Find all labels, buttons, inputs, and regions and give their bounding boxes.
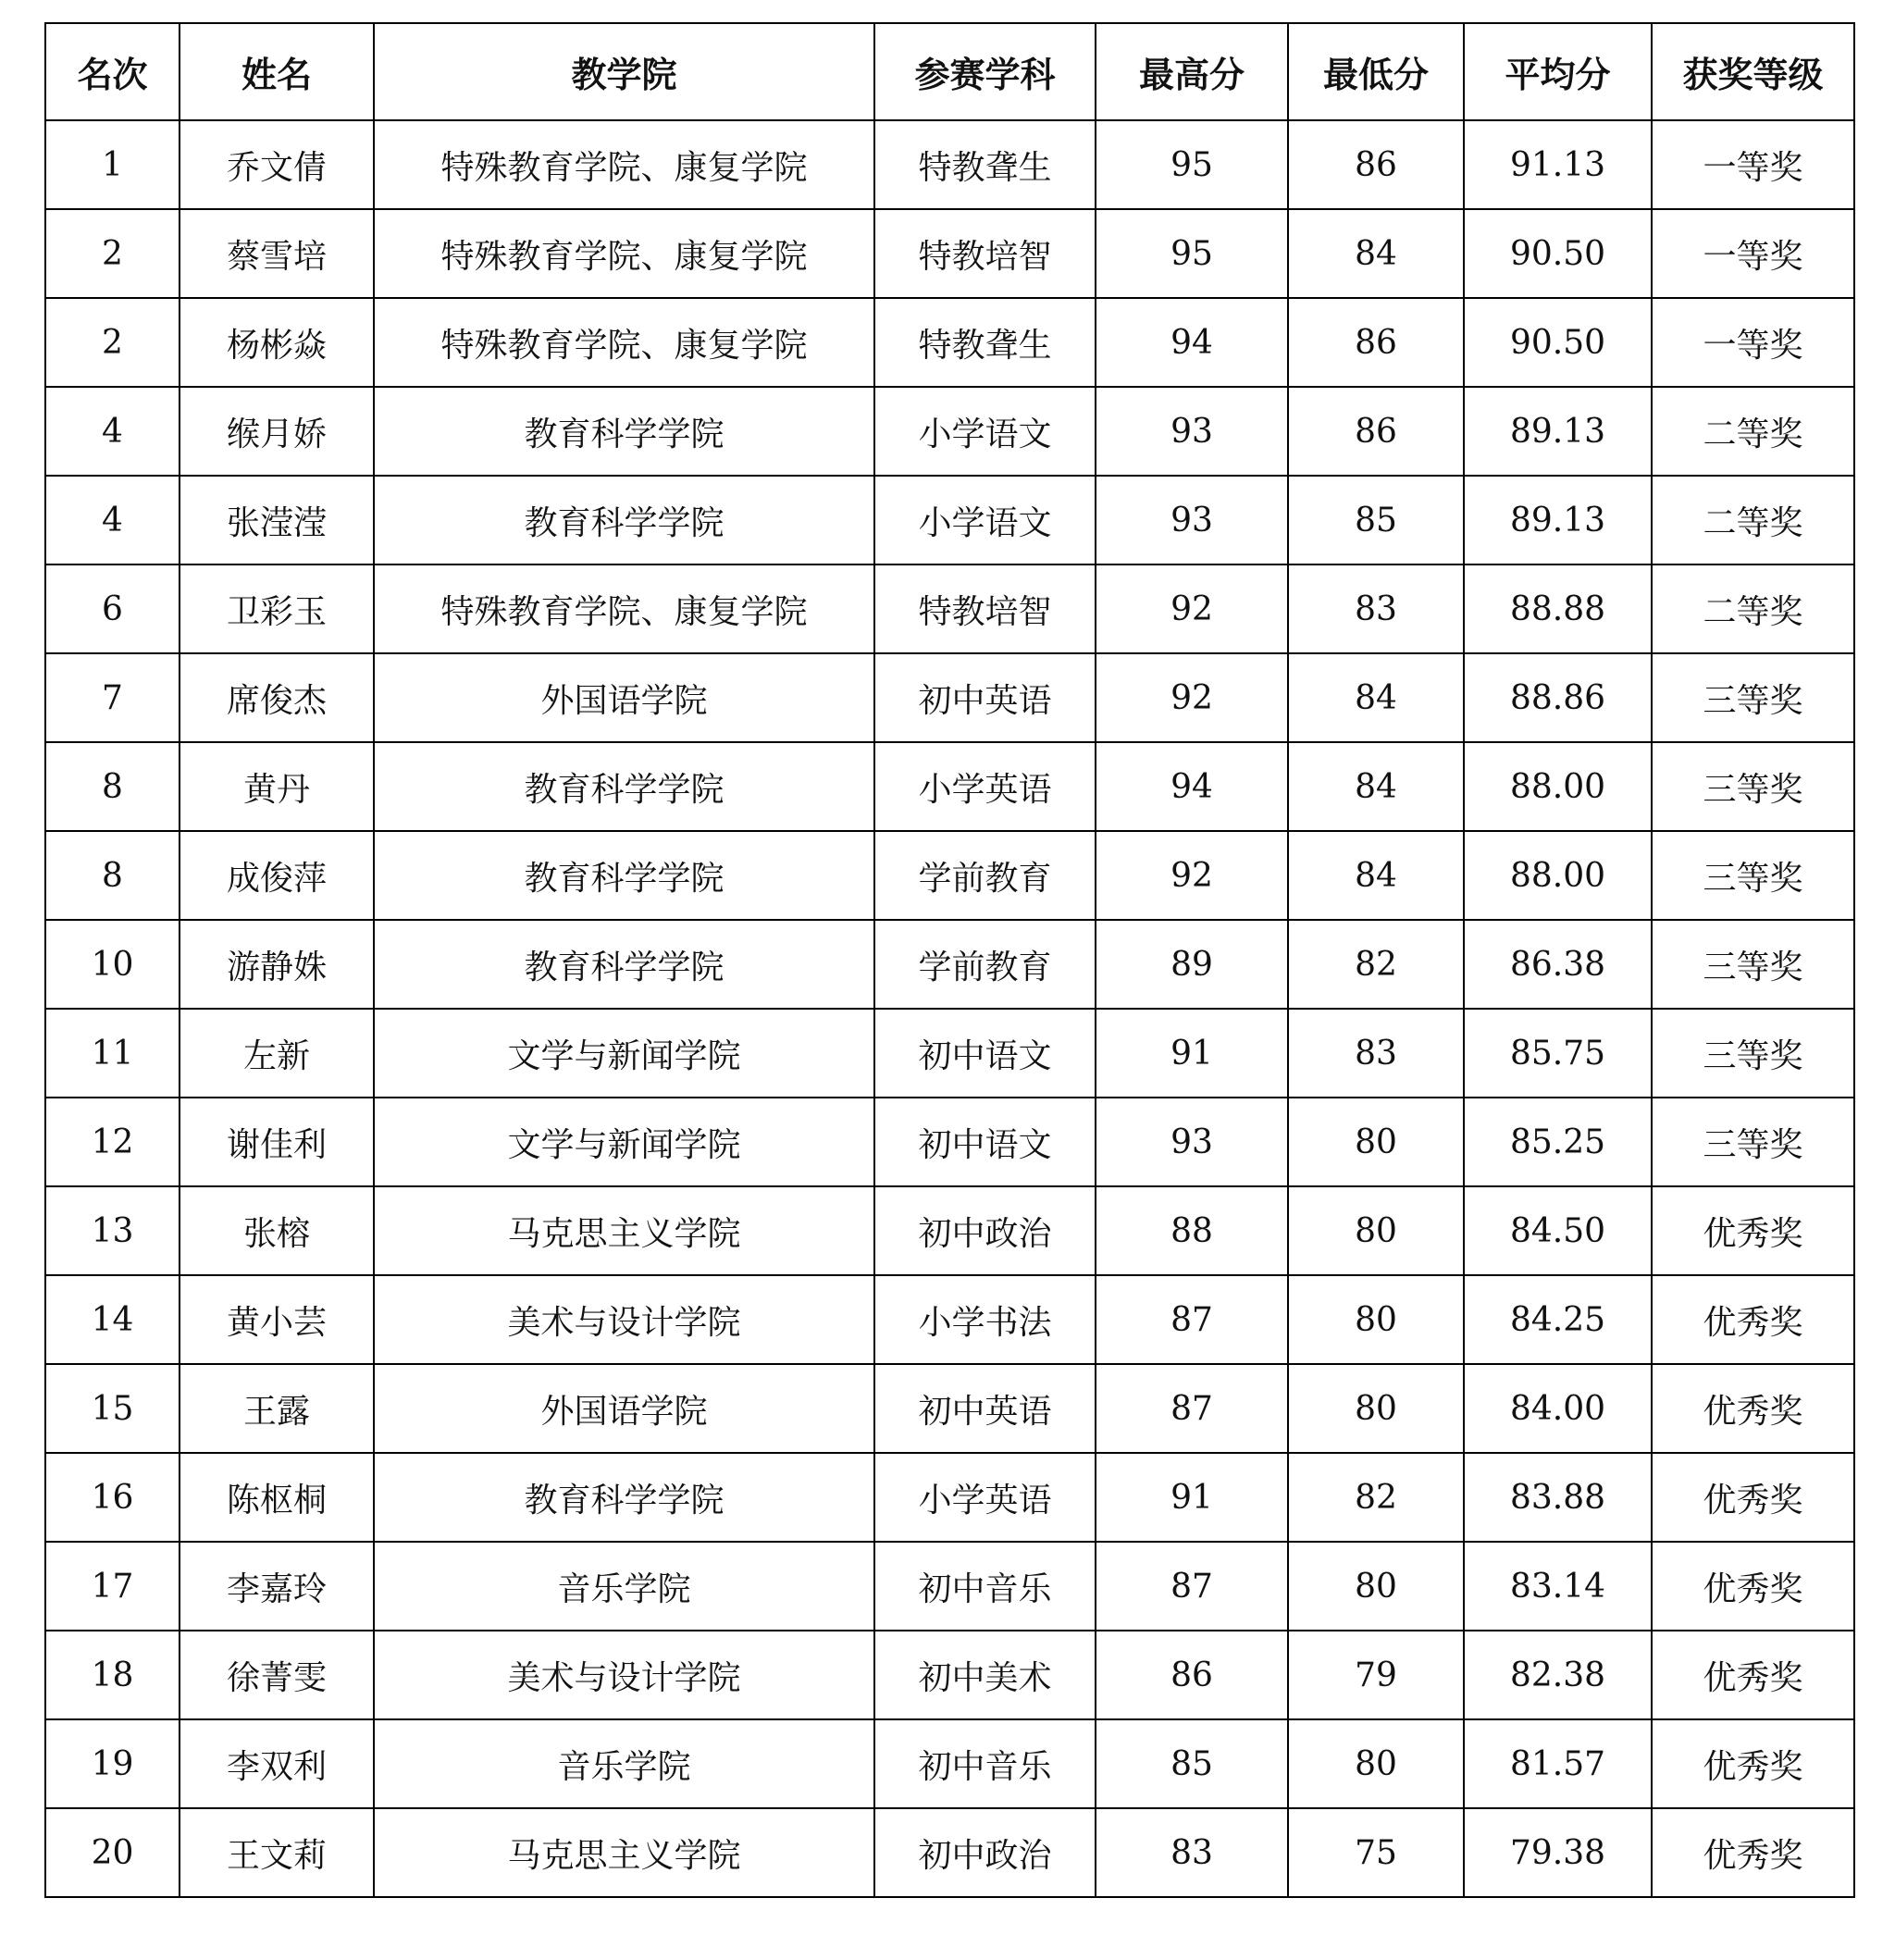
cell-name: 李嘉玲	[180, 1542, 374, 1631]
cell-rank: 8	[45, 742, 180, 831]
cell-name: 乔文倩	[180, 120, 374, 209]
table-row	[45, 298, 1854, 387]
cell-rank: 10	[45, 920, 180, 1009]
cell-subject: 初中政治	[874, 1808, 1096, 1897]
table-row	[45, 1631, 1854, 1719]
cell-award-level: 三等奖	[1652, 1098, 1854, 1186]
header-max-score: 最高分	[1096, 23, 1288, 120]
table-row	[45, 653, 1854, 742]
cell-name: 王露	[180, 1364, 374, 1453]
cell-min-score: 82	[1288, 1453, 1464, 1542]
cell-college: 特殊教育学院、康复学院	[374, 564, 874, 653]
header-avg-score: 平均分	[1464, 23, 1652, 120]
cell-rank: 4	[45, 387, 180, 476]
cell-max-score: 87	[1096, 1275, 1288, 1364]
table-row	[45, 1542, 1854, 1631]
cell-min-score: 86	[1288, 298, 1464, 387]
cell-award-level: 优秀奖	[1652, 1453, 1854, 1542]
table-row	[45, 387, 1854, 476]
cell-avg-score: 88.00	[1464, 742, 1652, 831]
cell-subject: 初中英语	[874, 1364, 1096, 1453]
header-min-score: 最低分	[1288, 23, 1464, 120]
cell-college: 教育科学学院	[374, 476, 874, 564]
cell-min-score: 80	[1288, 1098, 1464, 1186]
header-subject: 参赛学科	[874, 23, 1096, 120]
table-row	[45, 742, 1854, 831]
cell-max-score: 85	[1096, 1719, 1288, 1808]
cell-college: 外国语学院	[374, 653, 874, 742]
cell-rank: 11	[45, 1009, 180, 1098]
cell-rank: 18	[45, 1631, 180, 1719]
cell-award-level: 三等奖	[1652, 920, 1854, 1009]
cell-award-level: 三等奖	[1652, 831, 1854, 920]
cell-college: 特殊教育学院、康复学院	[374, 120, 874, 209]
cell-avg-score: 85.25	[1464, 1098, 1652, 1186]
cell-college: 马克思主义学院	[374, 1808, 874, 1897]
cell-max-score: 87	[1096, 1542, 1288, 1631]
cell-rank: 14	[45, 1275, 180, 1364]
cell-min-score: 80	[1288, 1719, 1464, 1808]
cell-avg-score: 84.00	[1464, 1364, 1652, 1453]
cell-avg-score: 84.50	[1464, 1186, 1652, 1275]
cell-college: 教育科学学院	[374, 387, 874, 476]
cell-min-score: 80	[1288, 1275, 1464, 1364]
cell-subject: 小学英语	[874, 1453, 1096, 1542]
cell-min-score: 80	[1288, 1186, 1464, 1275]
cell-award-level: 一等奖	[1652, 120, 1854, 209]
table-body	[45, 120, 1854, 1897]
table-row	[45, 1364, 1854, 1453]
cell-min-score: 84	[1288, 653, 1464, 742]
cell-subject: 学前教育	[874, 831, 1096, 920]
table-row	[45, 564, 1854, 653]
header-award-level: 获奖等级	[1652, 23, 1854, 120]
cell-subject: 特教聋生	[874, 298, 1096, 387]
cell-max-score: 86	[1096, 1631, 1288, 1719]
cell-rank: 2	[45, 209, 180, 298]
cell-min-score: 85	[1288, 476, 1464, 564]
cell-name: 张榕	[180, 1186, 374, 1275]
cell-name: 杨彬焱	[180, 298, 374, 387]
cell-min-score: 83	[1288, 1009, 1464, 1098]
cell-subject: 初中语文	[874, 1009, 1096, 1098]
cell-rank: 1	[45, 120, 180, 209]
cell-name: 游静姝	[180, 920, 374, 1009]
cell-subject: 特教培智	[874, 564, 1096, 653]
cell-avg-score: 88.88	[1464, 564, 1652, 653]
cell-college: 文学与新闻学院	[374, 1009, 874, 1098]
cell-college: 特殊教育学院、康复学院	[374, 298, 874, 387]
cell-award-level: 优秀奖	[1652, 1275, 1854, 1364]
header-name: 姓名	[180, 23, 374, 120]
cell-min-score: 84	[1288, 209, 1464, 298]
cell-subject: 初中英语	[874, 653, 1096, 742]
cell-award-level: 二等奖	[1652, 476, 1854, 564]
cell-min-score: 84	[1288, 742, 1464, 831]
cell-subject: 小学语文	[874, 387, 1096, 476]
cell-subject: 初中语文	[874, 1098, 1096, 1186]
cell-rank: 16	[45, 1453, 180, 1542]
cell-college: 音乐学院	[374, 1719, 874, 1808]
cell-avg-score: 90.50	[1464, 209, 1652, 298]
cell-college: 教育科学学院	[374, 831, 874, 920]
cell-name: 黄小芸	[180, 1275, 374, 1364]
cell-max-score: 91	[1096, 1009, 1288, 1098]
cell-avg-score: 82.38	[1464, 1631, 1652, 1719]
cell-subject: 初中音乐	[874, 1542, 1096, 1631]
cell-max-score: 95	[1096, 120, 1288, 209]
cell-max-score: 94	[1096, 742, 1288, 831]
cell-name: 卫彩玉	[180, 564, 374, 653]
cell-rank: 4	[45, 476, 180, 564]
cell-rank: 19	[45, 1719, 180, 1808]
cell-min-score: 86	[1288, 120, 1464, 209]
table-row	[45, 920, 1854, 1009]
cell-college: 教育科学学院	[374, 1453, 874, 1542]
cell-name: 谢佳利	[180, 1098, 374, 1186]
cell-avg-score: 89.13	[1464, 476, 1652, 564]
cell-subject: 小学语文	[874, 476, 1096, 564]
cell-min-score: 79	[1288, 1631, 1464, 1719]
cell-max-score: 92	[1096, 653, 1288, 742]
cell-max-score: 92	[1096, 831, 1288, 920]
cell-avg-score: 83.14	[1464, 1542, 1652, 1631]
cell-college: 音乐学院	[374, 1542, 874, 1631]
cell-award-level: 三等奖	[1652, 1009, 1854, 1098]
cell-min-score: 82	[1288, 920, 1464, 1009]
cell-min-score: 83	[1288, 564, 1464, 653]
cell-award-level: 优秀奖	[1652, 1719, 1854, 1808]
cell-college: 美术与设计学院	[374, 1275, 874, 1364]
cell-award-level: 二等奖	[1652, 564, 1854, 653]
cell-name: 李双利	[180, 1719, 374, 1808]
table-row	[45, 120, 1854, 209]
cell-min-score: 80	[1288, 1364, 1464, 1453]
cell-name: 黄丹	[180, 742, 374, 831]
header-row	[45, 23, 1854, 120]
cell-subject: 特教培智	[874, 209, 1096, 298]
cell-college: 马克思主义学院	[374, 1186, 874, 1275]
cell-college: 教育科学学院	[374, 920, 874, 1009]
cell-max-score: 91	[1096, 1453, 1288, 1542]
cell-subject: 初中音乐	[874, 1719, 1096, 1808]
cell-avg-score: 83.88	[1464, 1453, 1652, 1542]
cell-subject: 学前教育	[874, 920, 1096, 1009]
cell-rank: 8	[45, 831, 180, 920]
cell-avg-score: 84.25	[1464, 1275, 1652, 1364]
cell-avg-score: 86.38	[1464, 920, 1652, 1009]
cell-max-score: 93	[1096, 1098, 1288, 1186]
table-row	[45, 476, 1854, 564]
cell-avg-score: 88.00	[1464, 831, 1652, 920]
cell-rank: 13	[45, 1186, 180, 1275]
table-row	[45, 209, 1854, 298]
cell-name: 徐菁雯	[180, 1631, 374, 1719]
table-row	[45, 1719, 1854, 1808]
cell-college: 特殊教育学院、康复学院	[374, 209, 874, 298]
cell-max-score: 93	[1096, 476, 1288, 564]
cell-subject: 初中美术	[874, 1631, 1096, 1719]
table-row	[45, 1275, 1854, 1364]
cell-name: 席俊杰	[180, 653, 374, 742]
cell-rank: 7	[45, 653, 180, 742]
cell-rank: 6	[45, 564, 180, 653]
cell-rank: 15	[45, 1364, 180, 1453]
table-row	[45, 1186, 1854, 1275]
cell-college: 文学与新闻学院	[374, 1098, 874, 1186]
cell-name: 陈枢桐	[180, 1453, 374, 1542]
cell-award-level: 优秀奖	[1652, 1186, 1854, 1275]
cell-rank: 2	[45, 298, 180, 387]
header-rank: 名次	[45, 23, 180, 120]
cell-avg-score: 91.13	[1464, 120, 1652, 209]
cell-award-level: 一等奖	[1652, 209, 1854, 298]
cell-award-level: 优秀奖	[1652, 1631, 1854, 1719]
table-row	[45, 1453, 1854, 1542]
cell-award-level: 二等奖	[1652, 387, 1854, 476]
results-table	[44, 22, 1855, 1898]
cell-max-score: 92	[1096, 564, 1288, 653]
cell-name: 缑月娇	[180, 387, 374, 476]
cell-max-score: 87	[1096, 1364, 1288, 1453]
table-row	[45, 1009, 1854, 1098]
cell-award-level: 优秀奖	[1652, 1364, 1854, 1453]
cell-college: 外国语学院	[374, 1364, 874, 1453]
cell-rank: 20	[45, 1808, 180, 1897]
cell-award-level: 三等奖	[1652, 653, 1854, 742]
cell-avg-score: 79.38	[1464, 1808, 1652, 1897]
cell-name: 成俊萍	[180, 831, 374, 920]
cell-max-score: 83	[1096, 1808, 1288, 1897]
cell-avg-score: 90.50	[1464, 298, 1652, 387]
cell-award-level: 优秀奖	[1652, 1808, 1854, 1897]
cell-award-level: 一等奖	[1652, 298, 1854, 387]
cell-min-score: 80	[1288, 1542, 1464, 1631]
cell-name: 张滢滢	[180, 476, 374, 564]
cell-max-score: 89	[1096, 920, 1288, 1009]
cell-avg-score: 85.75	[1464, 1009, 1652, 1098]
cell-max-score: 93	[1096, 387, 1288, 476]
cell-rank: 12	[45, 1098, 180, 1186]
cell-award-level: 三等奖	[1652, 742, 1854, 831]
cell-name: 王文莉	[180, 1808, 374, 1897]
cell-subject: 初中政治	[874, 1186, 1096, 1275]
cell-max-score: 94	[1096, 298, 1288, 387]
header-college: 教学院	[374, 23, 874, 120]
cell-award-level: 优秀奖	[1652, 1542, 1854, 1631]
cell-min-score: 86	[1288, 387, 1464, 476]
cell-min-score: 84	[1288, 831, 1464, 920]
cell-avg-score: 89.13	[1464, 387, 1652, 476]
cell-max-score: 95	[1096, 209, 1288, 298]
table-row	[45, 1808, 1854, 1897]
cell-subject: 小学英语	[874, 742, 1096, 831]
cell-rank: 17	[45, 1542, 180, 1631]
cell-college: 美术与设计学院	[374, 1631, 874, 1719]
cell-max-score: 88	[1096, 1186, 1288, 1275]
cell-college: 教育科学学院	[374, 742, 874, 831]
table-row	[45, 1098, 1854, 1186]
cell-name: 蔡雪培	[180, 209, 374, 298]
cell-subject: 特教聋生	[874, 120, 1096, 209]
cell-name: 左新	[180, 1009, 374, 1098]
cell-avg-score: 81.57	[1464, 1719, 1652, 1808]
table-row	[45, 831, 1854, 920]
cell-min-score: 75	[1288, 1808, 1464, 1897]
cell-subject: 小学书法	[874, 1275, 1096, 1364]
cell-avg-score: 88.86	[1464, 653, 1652, 742]
